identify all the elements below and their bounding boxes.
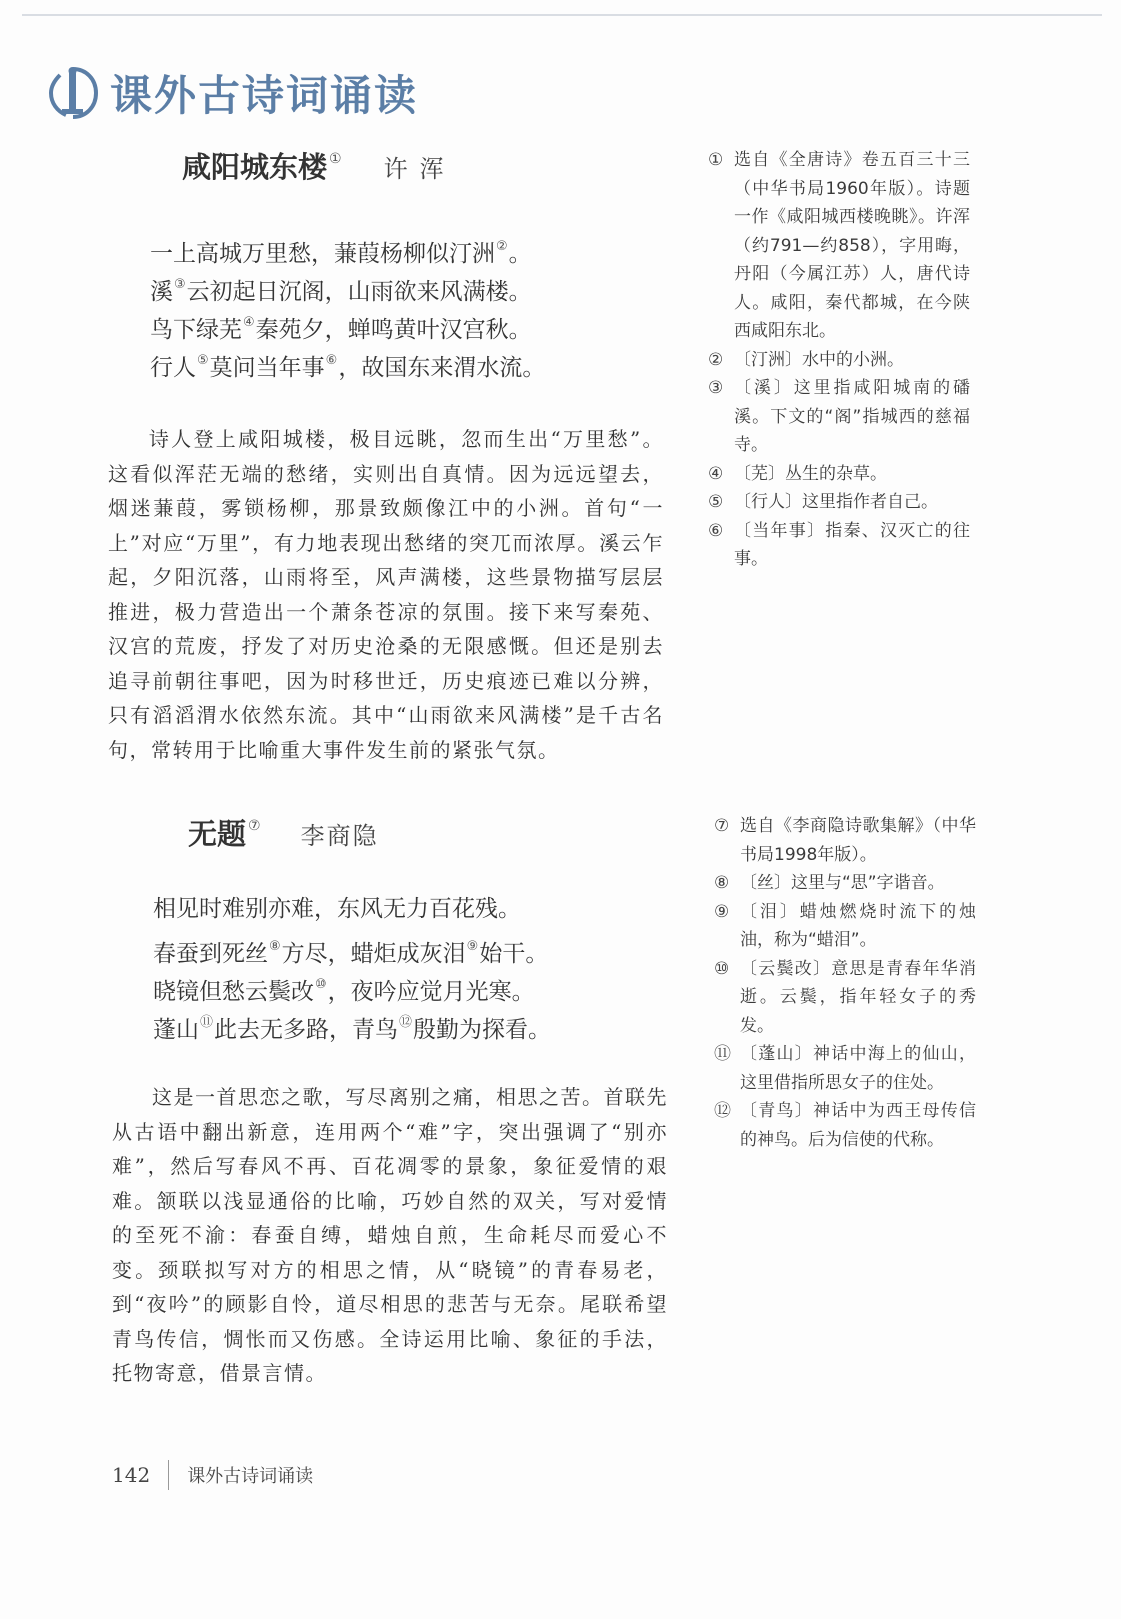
poem-line-text: 鸟下绿芜 (150, 317, 242, 343)
poem-line (153, 1004, 551, 1042)
footnote-text: 〔丝〕这里与“思”字谐音。 (740, 873, 945, 893)
poem-author: 许浑 (383, 155, 456, 183)
poem-line-text: 行人 (150, 355, 196, 381)
footnote-item (714, 898, 976, 955)
poem-body (153, 890, 551, 1042)
footnote-marker: ⑥ (325, 353, 338, 368)
footnote-item (714, 1097, 976, 1154)
footnote-marker: ④ (708, 463, 724, 484)
footer-section-title: 课外古诗词诵读 (187, 1466, 314, 1487)
poem-body (150, 228, 545, 380)
ancient-poetry-icon (46, 63, 100, 123)
poem-line-text: 莫问当年事 (209, 355, 325, 381)
poem-title: 咸阳城东楼 ① (182, 150, 342, 184)
footnote-item (708, 374, 970, 460)
poem-line-text: ，故国东来渭水流。 (338, 355, 546, 381)
footnote-marker: ⑤ (197, 353, 209, 368)
footnotes (714, 812, 976, 1154)
footnote-marker: ⑫ (714, 1101, 731, 1121)
poem-line (153, 890, 551, 928)
poem-line-text: 。 (508, 241, 532, 267)
footer-divider (168, 1460, 169, 1490)
footnote-text: 选自《李商隐诗歌集解》（中华书局1998年版）。 (740, 816, 976, 865)
footnote-marker: ⑥ (708, 520, 724, 541)
poem-commentary: 这是一首思恋之歌，写尽离别之痛，相思之苦。首联先从古语中翻出新意，连用两个“难”字，突出强调了“别亦难”，然后写春风不再、百花凋零的景象，象征爱情的艰难。颔联以浅显通俗的比喻，巧妙自然的双关，写对爱情的至死不渝：春蚕自缚，蜡烛自煎，生命耗尽而爱心不变。颈联拟写对方的相思之情，从“晓镜”的青春易老，到“夜吟”的顾影自怜，道尽相思的悲苦与无奈。尾联希望青鸟传信，惆怅而又伤感。全诗运用比喻、象征的手法，托物寄意，借景言情。 (112, 1085, 668, 1385)
poem-line-text: 相见时难别亦难，东风无力百花残。 (153, 896, 521, 922)
page-header (46, 58, 418, 128)
footnote-item (708, 346, 970, 375)
poem-line-text: 方尽，蜡炬成灰泪 (281, 941, 466, 967)
footnote-marker: ⑨ (714, 901, 730, 922)
footnote-text: 〔青鸟〕神话中为西王母传信的神鸟。后为信使的代称。 (740, 1101, 976, 1150)
poem-line-text: 秦苑夕，蝉鸣黄叶汉宫秋。 (255, 317, 532, 343)
page-number: 142 (112, 1463, 151, 1487)
footnote-item (714, 1040, 976, 1097)
footnote-marker: ⑪ (714, 1044, 731, 1064)
footnote-text: 〔汀洲〕水中的小洲。 (734, 349, 904, 370)
top-rule (22, 14, 1102, 16)
poem-author: 李商隐 (300, 822, 379, 850)
poem-title: 无题 ⑦ (188, 817, 261, 851)
poem-line (150, 304, 545, 342)
poem-line (150, 266, 545, 304)
section-title: 课外古诗词诵读 (110, 71, 419, 120)
poem-title-row (182, 145, 456, 186)
footnote-marker: ⑫ (399, 1015, 413, 1030)
footnote-marker: ④ (243, 315, 255, 330)
footnote-item (714, 955, 976, 1041)
footnote-marker: ① (708, 150, 724, 170)
poem-line-text: 一上高城万里愁，蒹葭杨柳似汀洲 (150, 241, 495, 267)
footnote-marker: ⑩ (315, 977, 327, 992)
footnote-text: 〔当年事〕指秦、汉灭亡的往事。 (734, 520, 970, 569)
footnote-marker: ⑦ (248, 818, 261, 834)
footnote-marker: ② (496, 239, 508, 254)
footnote-marker: ⑦ (714, 816, 730, 836)
page-footer (112, 1460, 313, 1490)
footnote-marker: ⑧ (714, 873, 730, 893)
poem-line-text: 始干。 (479, 941, 549, 967)
footnote-text: 〔蓬山〕神话中海上的仙山，这里借指所思女子的住处。 (740, 1044, 976, 1093)
poem-line-text: 晓镜但愁云鬓改 (153, 979, 314, 1005)
footnote-marker: ⑨ (466, 939, 479, 954)
poem-line-text: 殷勤为探看。 (413, 1017, 552, 1043)
footnote-text: 选自《全唐诗》卷五百三十三（中华书局1960年版）。诗题一作《咸阳城西楼晚眺》。许浑（约791—约858），字用晦，丹阳（今属江苏）人，唐代诗人。咸阳，秦代都城，在今陕西咸阳东北。 (734, 150, 970, 341)
poem-line (150, 228, 545, 266)
footnote-marker: ⑧ (269, 939, 281, 954)
footnote-marker: ③ (174, 277, 186, 292)
poem-line (150, 342, 545, 380)
poem-commentary: 诗人登上咸阳城楼，极目远眺，忽而生出“万里愁”。这看似浑茫无端的愁绪，实则出自真情。因为远远望去，烟迷蒹葭，雾锁杨柳，那景致颇像江中的小洲。首句“一上”对应“万里”，有力地表现出愁绪的突兀而浓厚。溪云乍起，夕阳沉落，山雨将至，风声满楼，这些景物描写层层推进，极力营造出一个萧条苍凉的氛围。接下来写秦苑、汉宫的荒废，抒发了对历史沧桑的无限感慨。但还是别去追寻前朝往事吧，因为时移世迁，历史痕迹已难以分辨，只有滔滔渭水依然东流。其中“山雨欲来风满楼”是千古名句，常转用于比喻重大事件发生前的紧张气氛。 (108, 427, 664, 762)
footnote-item (714, 812, 976, 869)
footnote-item (708, 146, 970, 346)
poem-line (153, 966, 551, 1004)
poem-line-text: 春蚕到死丝 (153, 941, 268, 967)
poem-title-row (188, 812, 379, 853)
poem-line-text: 此去无多路，青鸟 (214, 1017, 399, 1043)
footnotes (708, 146, 970, 574)
poem-line-text: 云初起日沉阁，山雨欲来风满楼。 (186, 279, 532, 305)
poem-line (153, 928, 551, 966)
footnote-text: 〔行人〕这里指作者自己。 (734, 492, 938, 512)
poem-line-text: 蓬山 (153, 1017, 199, 1043)
footnote-marker: ⑤ (708, 492, 724, 512)
footnote-item (714, 869, 976, 898)
footnote-marker: ② (708, 349, 724, 370)
footnote-marker: ⑪ (200, 1015, 214, 1030)
footnote-text: 〔溪〕这里指咸阳城南的磻溪。下文的“阁”指城西的慈福寺。 (734, 378, 970, 455)
footnote-item (708, 488, 970, 517)
footnote-text: 〔云鬓改〕意思是青春年华消逝。云鬓，指年轻女子的秀发。 (740, 958, 976, 1036)
footnote-item (708, 460, 970, 489)
poem-line-text: ，夜吟应觉月光寒。 (327, 979, 535, 1005)
footnote-text: 〔芜〕丛生的杂草。 (734, 463, 887, 484)
footnote-text: 〔泪〕蜡烛燃烧时流下的烛油，称为“蜡泪”。 (740, 901, 976, 950)
footnote-marker: ⑩ (714, 958, 730, 979)
footnote-marker: ① (329, 151, 342, 167)
poem-line-text: 溪 (150, 279, 173, 305)
footnote-marker: ③ (708, 378, 724, 398)
footnote-item (708, 517, 970, 574)
